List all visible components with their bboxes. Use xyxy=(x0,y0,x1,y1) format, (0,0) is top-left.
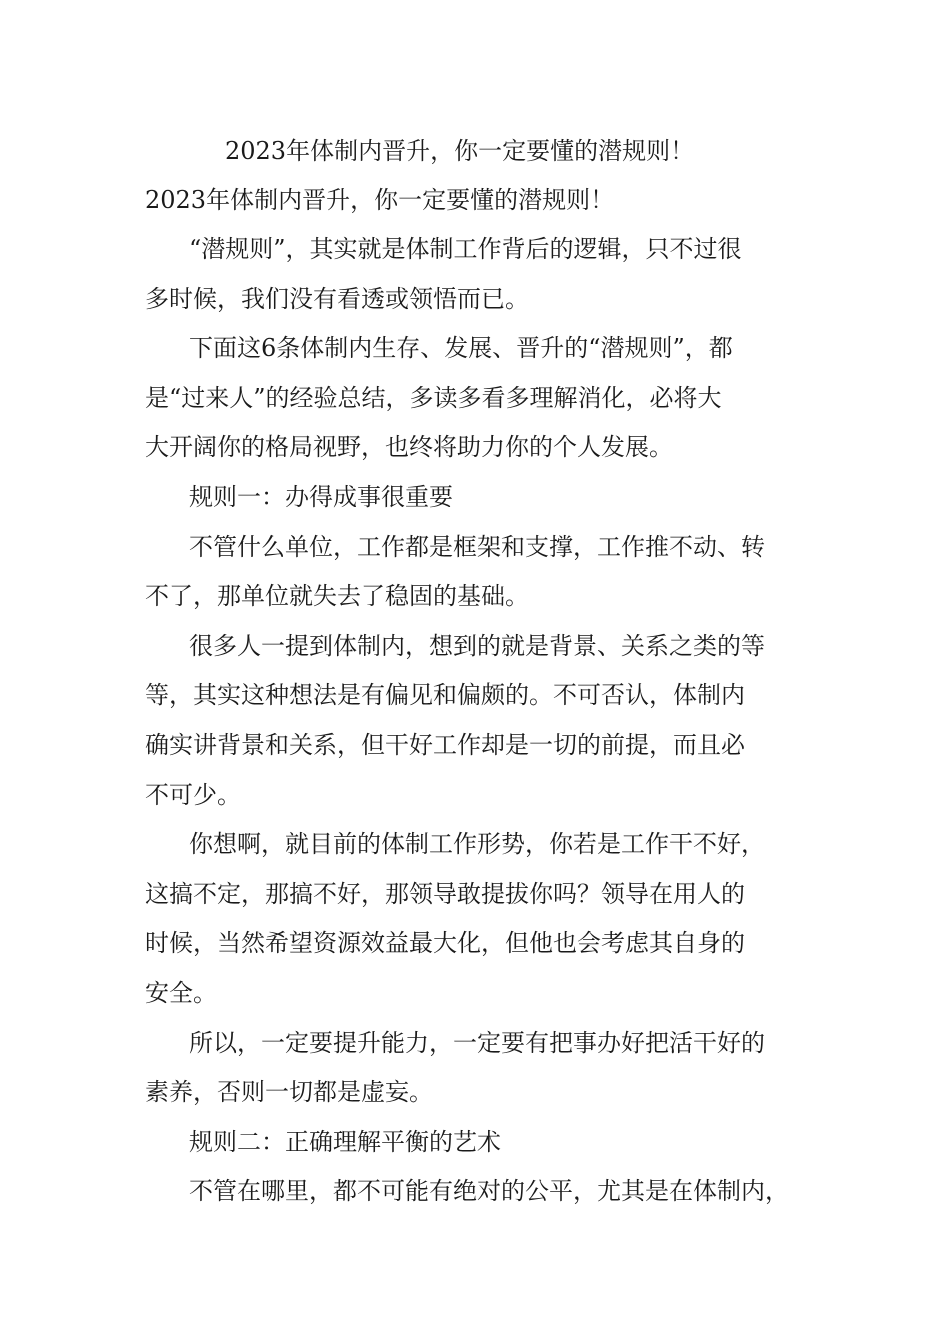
paragraph-line: 你想啊，就目前的体制工作形势，你若是工作干不好， xyxy=(189,830,765,859)
paragraph-line: 不了，那单位就失去了稳固的基础。 xyxy=(145,582,529,611)
paragraph-line: 下面这6条体制内生存、发展、晋升的“潜规则”，都 xyxy=(189,334,733,363)
paragraph-3 xyxy=(145,523,825,622)
paragraph-line: 这搞不定，那搞不好，那领导敢提拔你吗？领导在用人的 xyxy=(145,879,745,908)
paragraph-line: 确实讲背景和关系，但干好工作却是一切的前提，而且必 xyxy=(145,730,745,759)
paragraph-5 xyxy=(145,820,825,1018)
paragraph-7 xyxy=(145,1167,825,1217)
section-heading-rule-1 xyxy=(145,473,825,523)
section-heading: 规则一：办得成事很重要 xyxy=(189,482,453,511)
paragraph-line: 不可少。 xyxy=(145,780,241,809)
paragraph-line: “潜规则”，其实就是体制工作背后的逻辑，只不过很 xyxy=(189,235,742,263)
section-heading-rule-2 xyxy=(145,1118,825,1168)
paragraph-2 xyxy=(145,324,825,473)
paragraph-line: 时候，当然希望资源效益最大化，但他也会考虑其自身的 xyxy=(145,929,745,958)
section-heading: 规则二：正确理解平衡的艺术 xyxy=(189,1127,501,1156)
paragraph-1 xyxy=(145,225,825,324)
paragraph-line: 是“过来人”的经验总结，多读多看多理解消化，必将大 xyxy=(145,383,722,412)
paragraph-line: 素养，否则一切都是虚妄。 xyxy=(145,1078,433,1107)
paragraph-line: 大开阔你的格局视野，也终将助力你的个人发展。 xyxy=(145,433,673,462)
document-title: 2023年体制内晋升，你一定要懂的潜规则！ xyxy=(225,137,695,165)
paragraph-line: 不管什么单位，工作都是框架和支撑，工作推不动、转 xyxy=(189,532,765,561)
paragraph-line: 多时候，我们没有看透或领悟而已。 xyxy=(145,284,529,313)
paragraph-line: 等，其实这种想法是有偏见和偏颇的。不可否认，体制内 xyxy=(145,681,745,710)
paragraph-line: 不管在哪里，都不可能有绝对的公平，尤其是在体制内， xyxy=(189,1177,789,1206)
paragraph-line: 很多人一提到体制内，想到的就是背景、关系之类的等 xyxy=(189,631,765,660)
paragraph-4 xyxy=(145,622,825,820)
paragraph-line: 所以，一定要提升能力，一定要有把事办好把活干好的 xyxy=(189,1028,765,1057)
document-body xyxy=(145,128,825,1217)
paragraph-6 xyxy=(145,1019,825,1118)
document-subtitle: 2023年体制内晋升，你一定要懂的潜规则！ xyxy=(145,186,615,214)
paragraph-line: 安全。 xyxy=(145,978,217,1007)
